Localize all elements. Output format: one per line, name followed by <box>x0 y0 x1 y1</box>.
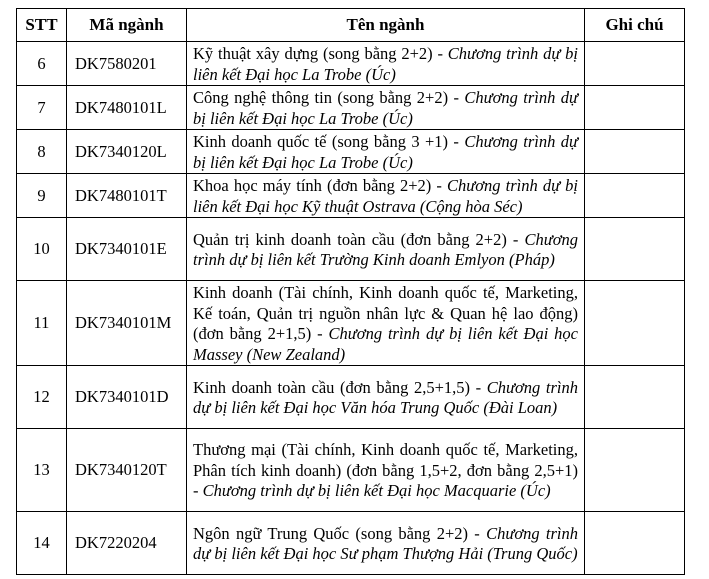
row-name <box>187 218 585 281</box>
row-stt: 9 <box>17 174 67 218</box>
program-name: Chương trình dự bị liên kết Trường Kinh doanh Emlyon (Pháp) <box>193 229 578 269</box>
row-note <box>585 429 685 512</box>
table-row <box>17 174 685 218</box>
row-name <box>187 130 585 174</box>
row-stt: 14 <box>17 512 67 575</box>
header-name: Tên ngành <box>187 9 585 42</box>
row-code: DK7340101D <box>67 366 187 429</box>
program-name: Chương trình dự bị liên kết Đại học La Trobe (Úc) <box>193 44 578 84</box>
major-name: Kinh doanh (Tài chính, Kinh doanh quốc tế, Marketing, Kế toán, Quản trị nguồn nhân lực & Quan hệ lao động) (đơn bằng 2+1,5) - <box>193 283 578 343</box>
program-name: Chương trình dự bị liên kết Đại học Massey (New Zealand) <box>193 324 579 364</box>
header-row <box>17 9 685 42</box>
major-name: Quản trị kinh doanh toàn cầu (đơn bằng 2+2) - <box>193 229 525 249</box>
row-name <box>187 429 585 512</box>
row-note <box>585 366 685 429</box>
row-stt: 10 <box>17 218 67 281</box>
row-code: DK7580201 <box>67 42 187 86</box>
row-name <box>187 512 585 575</box>
row-name <box>187 42 585 86</box>
major-name: Thương mại (Tài chính, Kinh doanh quốc tế, Marketing, Phân tích kinh doanh) (đơn bằng 1,5+2, đơn bằng 2,5+1) - <box>193 440 578 501</box>
program-name: Chương trình dự bị liên kết Đại học Sư phạm Thượng Hải (Trung Quốc) <box>193 523 579 563</box>
table-row <box>17 366 685 429</box>
row-code: DK7340120T <box>67 429 187 512</box>
header-code: Mã ngành <box>67 9 187 42</box>
program-name: Chương trình dự bị liên kết Đại học La Trobe (Úc) <box>193 88 578 128</box>
program-name: Chương trình dự bị liên kết Đại học Macquarie (Úc) <box>202 481 551 501</box>
row-name <box>187 174 585 218</box>
major-name: Ngôn ngữ Trung Quốc (song bằng 2+2) - <box>193 523 487 543</box>
row-code: DK7340101E <box>67 218 187 281</box>
table-row <box>17 429 685 512</box>
majors-table <box>16 8 685 575</box>
major-name: Kinh doanh toàn cầu (đơn bằng 2,5+1,5) - <box>193 377 487 397</box>
major-name: Kinh doanh quốc tế (song bằng 3 +1) - <box>193 132 465 151</box>
major-name: Kỹ thuật xây dựng (song bằng 2+2) - <box>193 44 448 63</box>
table-row <box>17 130 685 174</box>
row-stt: 11 <box>17 281 67 366</box>
row-stt: 13 <box>17 429 67 512</box>
row-name <box>187 366 585 429</box>
row-name <box>187 86 585 130</box>
header-stt: STT <box>17 9 67 42</box>
row-code: DK7340101M <box>67 281 187 366</box>
program-name: Chương trình dự bị liên kết Đại học Văn hóa Trung Quốc (Đài Loan) <box>193 377 578 417</box>
row-note <box>585 86 685 130</box>
table-row <box>17 42 685 86</box>
row-code: DK7480101T <box>67 174 187 218</box>
table-row <box>17 218 685 281</box>
major-name: Công nghệ thông tin (song bằng 2+2) - <box>193 88 465 107</box>
row-note <box>585 42 685 86</box>
row-note <box>585 174 685 218</box>
row-stt: 8 <box>17 130 67 174</box>
major-name: Khoa học máy tính (đơn bằng 2+2) - <box>193 176 447 195</box>
row-code: DK7480101L <box>67 86 187 130</box>
row-stt: 12 <box>17 366 67 429</box>
row-note <box>585 512 685 575</box>
row-note <box>585 218 685 281</box>
row-code: DK7340120L <box>67 130 187 174</box>
row-code: DK7220204 <box>67 512 187 575</box>
table-row <box>17 281 685 366</box>
program-name: Chương trình dự bị liên kết Đại học Kỹ thuật Ostrava (Cộng hòa Séc) <box>193 176 578 216</box>
header-note: Ghi chú <box>585 9 685 42</box>
row-stt: 7 <box>17 86 67 130</box>
program-name: Chương trình dự bị liên kết Đại học La Trobe (Úc) <box>193 132 579 172</box>
row-note <box>585 130 685 174</box>
row-note <box>585 281 685 366</box>
row-stt: 6 <box>17 42 67 86</box>
table-row <box>17 512 685 575</box>
row-name <box>187 281 585 366</box>
table-row <box>17 86 685 130</box>
